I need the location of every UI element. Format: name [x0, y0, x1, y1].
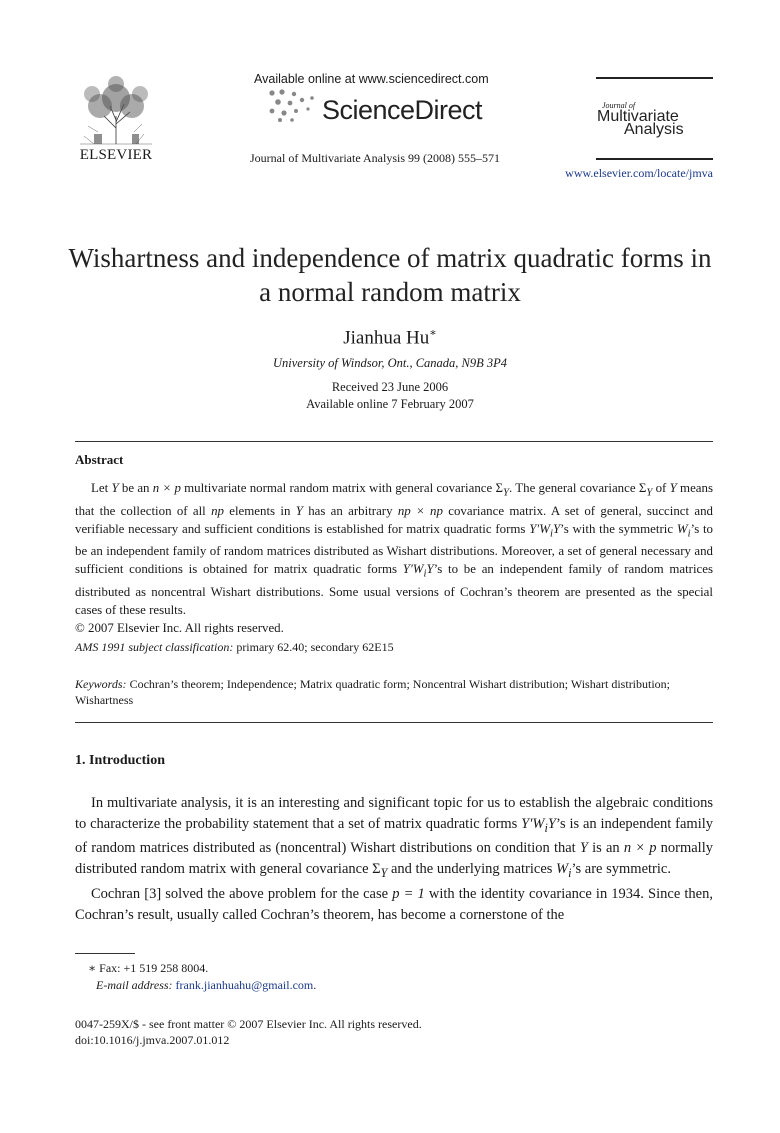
keywords [75, 676, 713, 708]
journal-logo-line2: Analysis [624, 121, 684, 138]
section-heading-introduction: 1. Introduction [75, 753, 165, 768]
available-online-date: Available online 7 February 2007 [306, 397, 474, 411]
journal-citation: Journal of Multivariate Analysis 99 (2008) 555–571 [250, 151, 500, 165]
introduction-text [75, 793, 713, 926]
abstract-top-rule [75, 441, 713, 442]
journal-logo-line1: Multivariate [597, 108, 679, 125]
email-label: E-mail address: [96, 978, 173, 992]
abstract-bottom-rule [75, 722, 713, 723]
abstract-heading: Abstract [75, 452, 124, 467]
author-affiliation: University of Windsor, Ont., Canada, N9B 3P4 [272, 356, 508, 370]
author-name [0, 326, 780, 349]
ams-codes: primary 62.40; secondary 62E15 [233, 640, 394, 654]
footnote-rule [75, 953, 135, 954]
available-online-text: Available online at www.sciencedirect.com [254, 72, 489, 86]
front-matter-copyright: 0047-259X/$ - see front matter © 2007 Elsevier Inc. All rights reserved. [75, 1017, 422, 1031]
journal-logo-journal-of: Journal of [602, 101, 636, 110]
keywords-list: Cochran’s theorem; Independence; Matrix quadratic form; Noncentral Wishart distribution; Wishart distribution; Wishartness [75, 677, 671, 707]
intro-paragraph-2: Cochran [3] solved the above problem for the case p = 1 with the identity covariance in 1934. Since then, Cochran’s result, usually called Cochran’s theorem, has become a cornerstone of the [75, 885, 713, 923]
journal-logo-bottom-rule [596, 158, 713, 160]
abstract-copyright: © 2007 Elsevier Inc. All rights reserved. [75, 620, 284, 635]
keywords-label: Keywords: [75, 677, 127, 691]
footnote-fax: ∗ Fax: +1 519 258 8004. [88, 961, 209, 975]
abstract-paragraph: Let Y be an n × p multivariate normal random matrix with general covariance $\Sigma_Y$. The general covariance $\Sigma_Y$ of Y means that the collection of all np elements in Y has an arbitrary np × np covariance matrix. A set of general, succinct and verifiable necessary and sufficient conditions is established for matrix quadratic forms $Y'W_iY’s$ with the symmetric $W_i’s$ to be an independent family of random matrices distributed as Wishart distributions. Moreover, a set of general necessary and sufficient conditions is obtained for matrix quadratic forms $Y'W_iY’s$ to be an independent family of random matrices distributed as noncentral Wishart distributions. Some usual versions of Cochran’s theorem are presented as the special cases of these results. [75, 481, 714, 617]
sciencedirect-wordmark: ScienceDirect [322, 95, 483, 125]
author-footnote-mark[interactable]: ∗ [429, 327, 437, 339]
ams-label: AMS 1991 subject classification: [75, 640, 234, 654]
received-date: Received 23 June 2006 [331, 380, 449, 394]
email-link[interactable]: frank.jianhuahu@gmail.com [175, 978, 314, 992]
article-title: Wishartness and independence of matrix quadratic forms in a normal random matrix [68, 243, 712, 307]
publisher-wordmark: ELSEVIER [79, 147, 153, 163]
author-name-text: Jianhua Hu [343, 327, 430, 349]
journal-url-link[interactable]: www.elsevier.com/locate/jmva [565, 166, 713, 180]
sciencedirect-dots-icon [266, 89, 318, 123]
abstract-text [75, 479, 713, 637]
footnote-email: E-mail address: frank.jianhuahu@gmail.com. [96, 978, 317, 992]
doi-link[interactable]: doi:10.1016/j.jmva.2007.01.012 [75, 1033, 230, 1047]
intro-paragraph-1: In multivariate analysis, it is an interesting and significant topic for us to establish the algebraic conditions to characterize the probability statement that a set of matrix quadratic forms $Y'W_iY’s$ is an independent family of random matrices distributed as (noncentral) Wishart distributions on condition that Y is an n × p normally distributed random matrix with general covariance $\Sigma_Y$ and the underlying matrices $W_i’s$ are symmetric. [75, 795, 714, 881]
journal-logo-top-rule [596, 77, 713, 79]
ams-classification [75, 640, 713, 655]
